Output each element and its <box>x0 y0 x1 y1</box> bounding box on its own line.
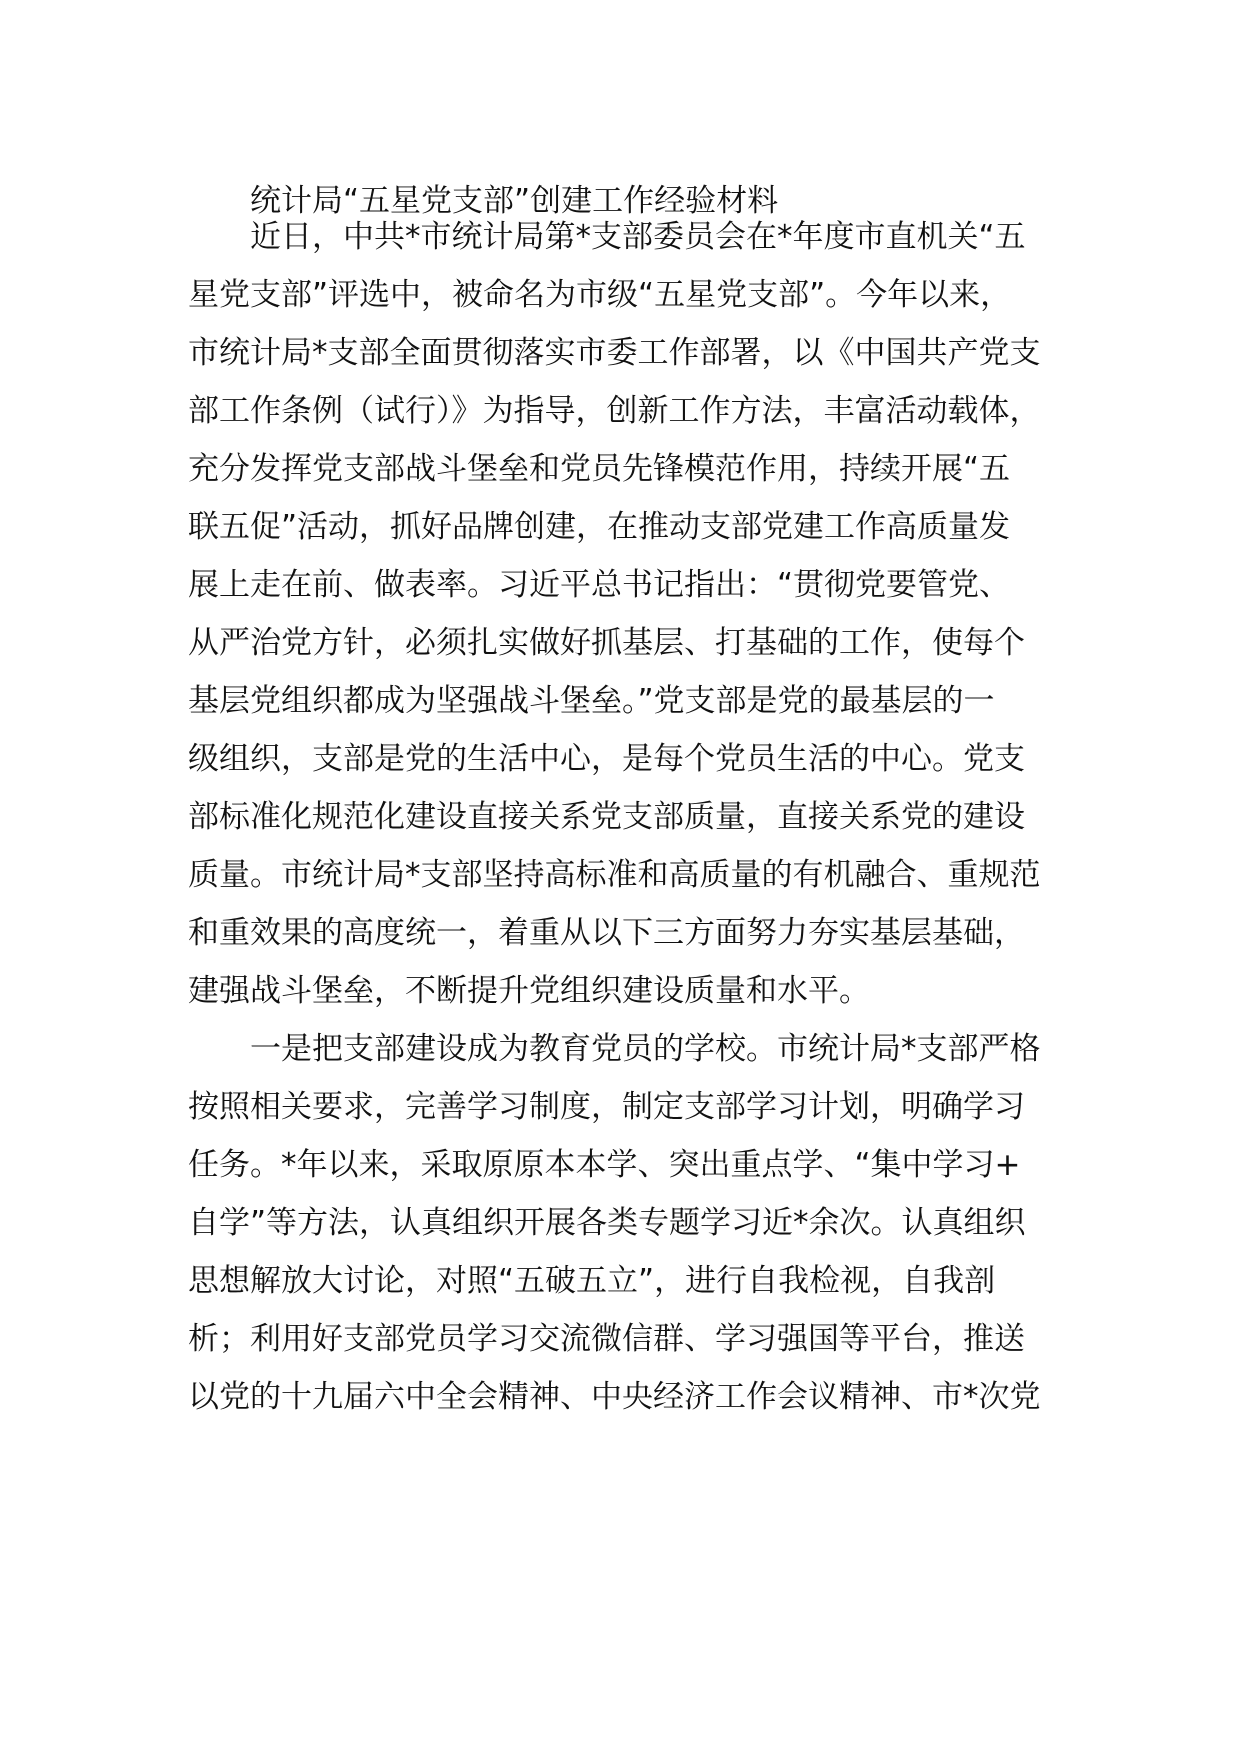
paragraph-1-line-6: 联五促”活动，抓好品牌创建，在推动支部党建工作高质量发 <box>188 509 1011 545</box>
paragraph-1-line-8: 从严治党方针，必须扎实做好抓基层、打基础的工作，使每个 <box>188 625 1025 661</box>
paragraph-1-line-7: 展上走在前、做表率。习近平总书记指出：“贯彻党要管党、 <box>188 567 1011 603</box>
paragraph-1-line-11: 部标准化规范化建设直接关系党支部质量，直接关系党的建设 <box>188 799 1025 835</box>
paragraph-2-line-2: 按照相关要求，完善学习制度，制定支部学习计划，明确学习 <box>188 1089 1025 1125</box>
paragraph-2-line-3: 任务。*年以来，采取原原本本学、突出重点学、“集中学习+ <box>188 1147 1021 1183</box>
paragraph-1-line-2: 星党支部”评选中，被命名为市级“五星党支部”。今年以来， <box>188 277 1012 313</box>
paragraph-2-line-1: 一是把支部建设成为教育党员的学校。市统计局*支部严格 <box>250 1031 1041 1067</box>
paragraph-2-line-7: 以党的十九届六中全会精神、中央经济工作会议精神、市*次党 <box>188 1379 1041 1415</box>
paragraph-1-line-1: 近日，中共*市统计局第*支部委员会在*年度市直机关“五 <box>250 219 1026 255</box>
paragraph-1-line-12: 质量。市统计局*支部坚持高标准和高质量的有机融合、重规范 <box>188 857 1041 893</box>
paragraph-1-line-3: 市统计局*支部全面贯彻落实市委工作部署，以《中国共产党支 <box>188 335 1041 371</box>
paragraph-2-line-4: 自学”等方法，认真组织开展各类专题学习近*余次。认真组织 <box>188 1205 1026 1241</box>
paragraph-1-line-4: 部工作条例（试行）》为指导，创新工作方法，丰富活动载体， <box>188 393 1041 429</box>
paragraph-1-line-13: 和重效果的高度统一，着重从以下三方面努力夯实基层基础， <box>188 915 1025 951</box>
paragraph-1-line-9: 基层党组织都成为坚强战斗堡垒。”党支部是党的最基层的一 <box>188 683 995 719</box>
paragraph-2-line-6: 析；利用好支部党员学习交流微信群、学习强国等平台，推送 <box>188 1321 1025 1357</box>
paragraph-1-line-5: 充分发挥党支部战斗堡垒和党员先锋模范作用，持续开展“五 <box>188 451 1011 487</box>
paragraph-1-line-10: 级组织，支部是党的生活中心，是每个党员生活的中心。党支 <box>188 741 1025 777</box>
paragraph-1-line-14: 建强战斗堡垒，不断提升党组织建设质量和水平。 <box>188 973 870 1009</box>
document-title: 统计局“五星党支部”创建工作经验材料 <box>250 183 779 219</box>
paragraph-2-line-5: 思想解放大讨论，对照“五破五立”，进行自我检视，自我剖 <box>188 1263 996 1299</box>
